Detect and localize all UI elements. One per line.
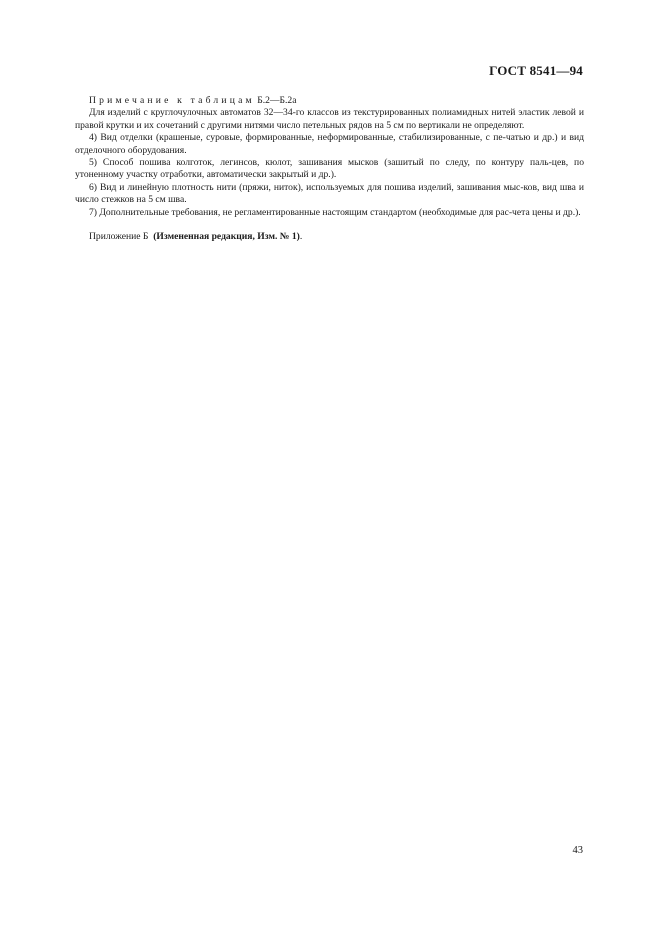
note-title: Примечание к таблицам [89, 95, 255, 106]
note-item-7: 7) Дополнительные требования, не регламентированные настоящим стандартом (необходимые для рас-чета цены и др.). [89, 206, 581, 218]
note-paragraph: Для изделий с круглочулочных автоматов 32—34-го классов из текстурированных полиамидных нитей эластик левой и правой крутки и их сочетаний с другими нитями число петельных рядов на 5 см по вертикали не определяют. [75, 107, 584, 131]
page-number: 43 [572, 845, 583, 856]
note-item-6: 6) Вид и линейную плотность нити (пряжи, ниток), используемых для пошива изделий, зашивания мыс-ков, вид шва и число стежков на 5 см шва. [75, 181, 584, 206]
note-title-line [75, 95, 584, 107]
appendix-end-mark: . [299, 231, 303, 243]
note-item-4: 4) Вид отделки (крашеные, суровые, формированные, неформированные, стабилизированные, с пе-чатью и др.) и вид отделочного оборудования. [75, 132, 584, 156]
note-block [75, 95, 584, 243]
appendix-label: Приложение Б [89, 231, 149, 243]
appendix-revision: (Измененная редакция, Изм. № 1) [153, 231, 300, 243]
standard-header: ГОСТ 8541—94 [489, 63, 583, 78]
note-item-5: 5) Способ пошива колготок, легинсов, кюлот, зашивания мысков (зашитый по следу, по контуру паль-цев, по утоненному участку отработки, автоматически закрытый и др.). [75, 157, 584, 181]
appendix-revision-line [75, 231, 584, 243]
note-title-ref: Б.2—Б.2а [257, 95, 297, 106]
